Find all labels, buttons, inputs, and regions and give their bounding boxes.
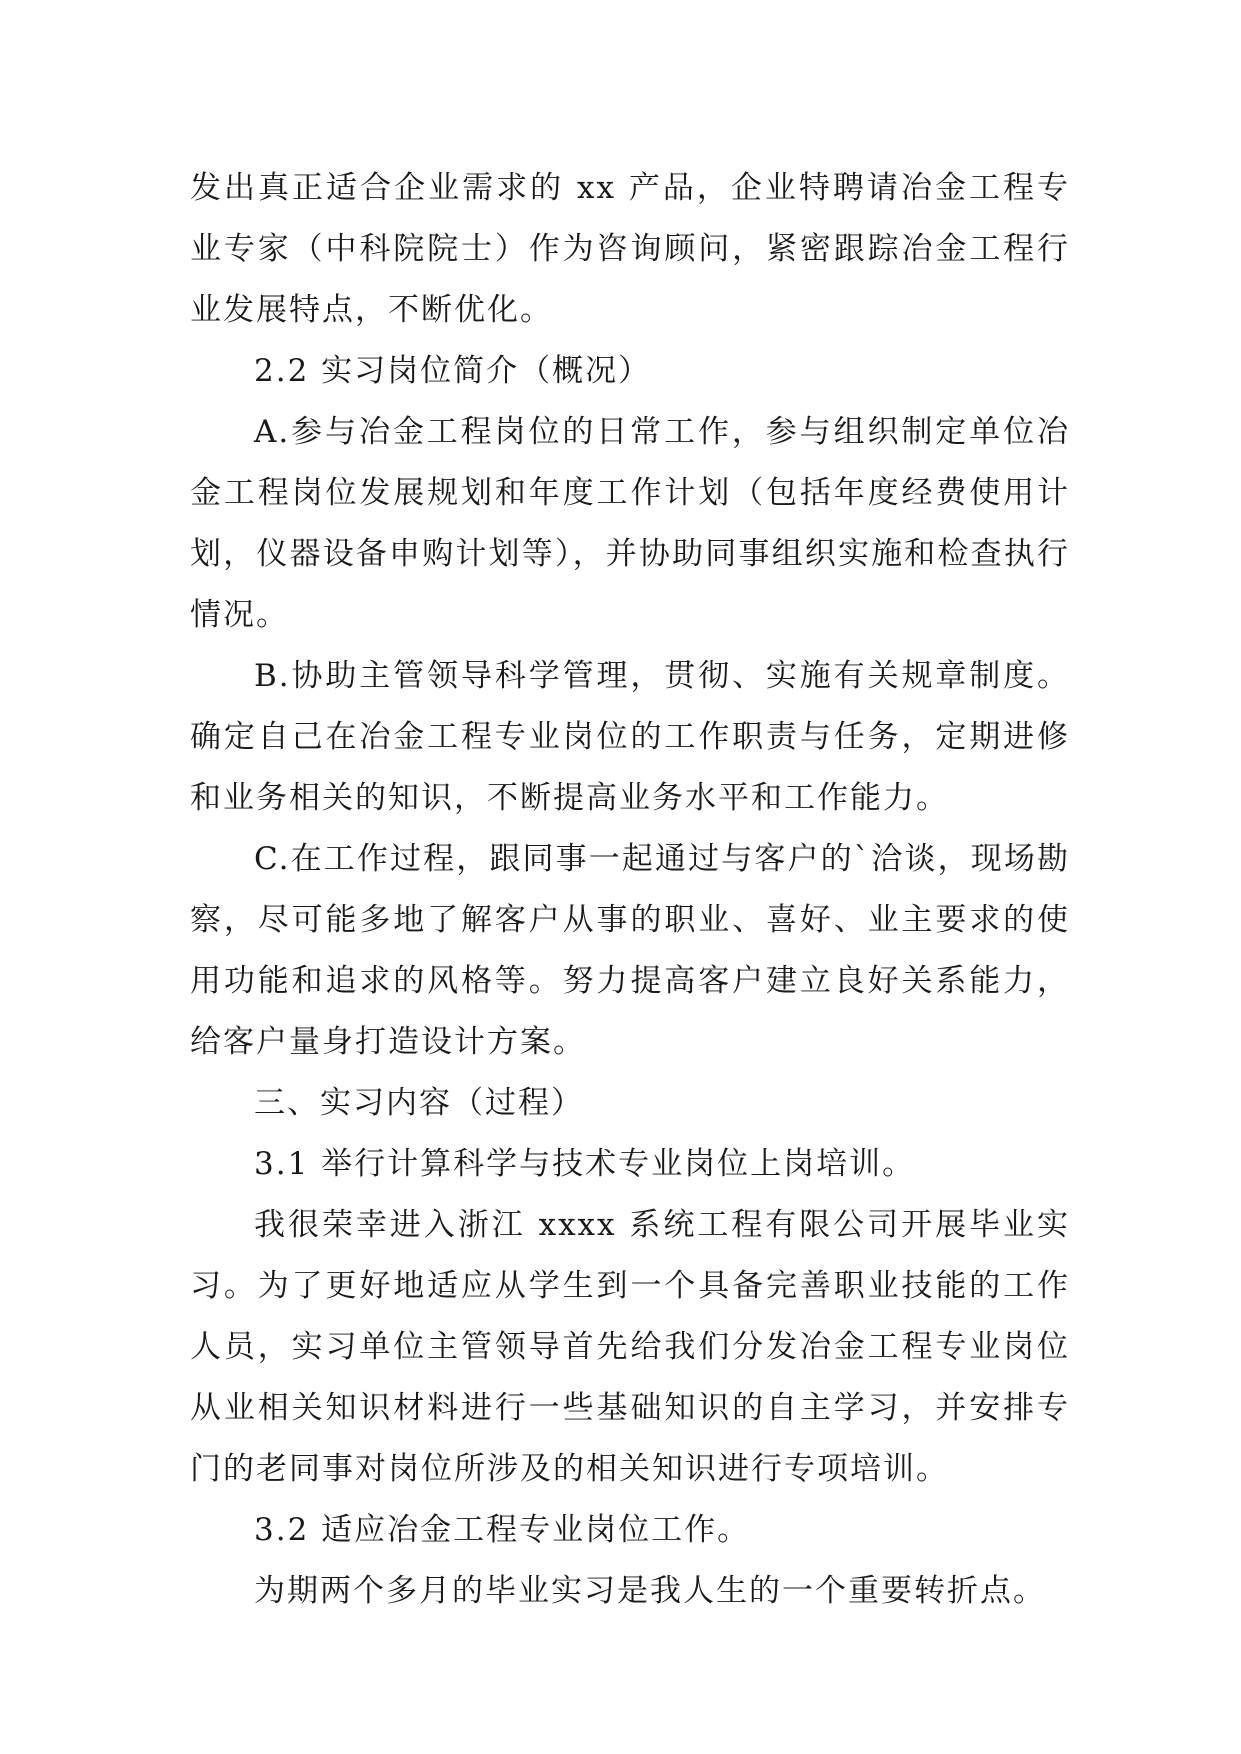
paragraph-item-a: A.参与冶金工程岗位的日常工作，参与组织制定单位冶金工程岗位发展规划和年度工作计划（包括年度经费使用计划，仪器设备申购计划等），并协助同事组织实施和检查执行情况。 xyxy=(190,414,1070,633)
section-heading-2-2: 2.2 实习岗位简介（概况） xyxy=(254,353,652,389)
paragraph-turning-point: 为期两个多月的毕业实习是我人生的一个重要转折点。 xyxy=(254,1573,1046,1609)
section-heading-3: 三、实习内容（过程） xyxy=(254,1085,584,1121)
paragraph-item-c: C.在工作过程，跟同事一起通过与客户的`洽谈，现场勘察，尽可能多地了解客户从事的职业、喜好、业主要求的使用功能和追求的风格等。努力提高客户建立良好关系能力，给客户量身打造设计方案。 xyxy=(190,841,1070,1060)
section-heading-3-2: 3.2 适应冶金工程专业岗位工作。 xyxy=(254,1512,751,1548)
paragraph-training: 我很荣幸进入浙江 xxxx 系统工程有限公司开展毕业实习。为了更好地适应从学生到一个具备完善职业技能的工作人员，实习单位主管领导首先给我们分发冶金工程专业岗位从业相关知识材料进行一些基础知识的自主学习，并安排专门的老同事对岗位所涉及的相关知识进行专项培训。 xyxy=(190,1207,1070,1487)
paragraph-item-b: B.协助主管领导科学管理，贯彻、实施有关规章制度。确定自己在冶金工程专业岗位的工作职责与任务，定期进修和业务相关的知识，不断提高业务水平和工作能力。 xyxy=(190,658,1070,816)
paragraph-intro-continuation: 发出真正适合企业需求的 xx 产品，企业特聘请冶金工程专业专家（中科院院士）作为咨询顾问，紧密跟踪冶金工程行业发展特点，不断优化。 xyxy=(190,170,1070,328)
document-body xyxy=(190,158,1070,1622)
section-heading-3-1: 3.1 举行计算科学与技术专业岗位上岗培训。 xyxy=(254,1146,916,1182)
